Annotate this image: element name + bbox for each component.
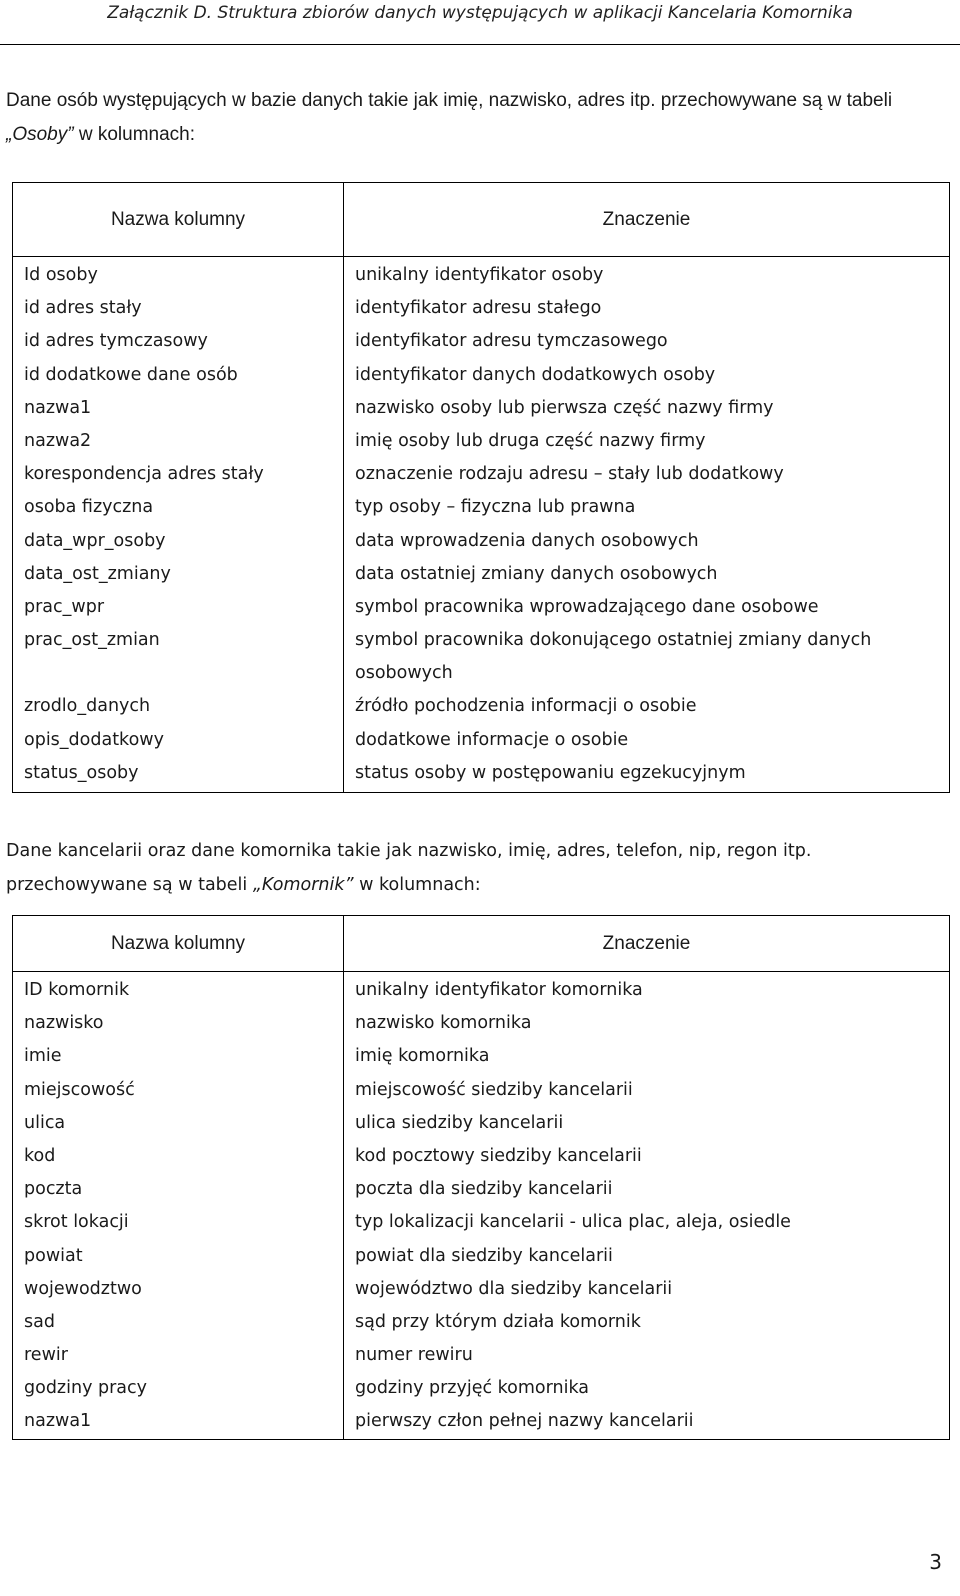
column-name: poczta <box>24 1179 83 1200</box>
intro2-before: Dane kancelarii oraz dane komornika takie jak nazwisko, imię, adres, telefon, nip, regon itp. przechowywane są w tabeli <box>6 841 812 895</box>
column-meaning: kod pocztowy siedziby kancelarii <box>355 1145 642 1166</box>
column-name: ID komornik <box>24 980 130 1000</box>
table-header-row <box>13 183 950 257</box>
column-name: korespondencja adres stały <box>24 464 264 485</box>
column-meaning: unikalny identyfikator komornika <box>355 980 643 1000</box>
column-name: data_ost_zmiany <box>24 563 171 584</box>
column-name: Id osoby <box>24 265 98 285</box>
column-meanings-cell <box>344 972 950 1440</box>
column-name: ulica <box>24 1112 66 1133</box>
column-meanings-cell <box>344 257 950 793</box>
column-meaning: status osoby w postępowaniu egzekucyjnym <box>355 762 746 783</box>
column-name: osoba fizyczna <box>24 497 154 518</box>
table-body-row <box>13 257 950 793</box>
column-name: prac_wpr <box>24 596 105 617</box>
osoby-columns-table <box>12 182 950 793</box>
column-meaning: nazwisko osoby lub pierwsza część nazwy firmy <box>355 397 774 418</box>
table-body-row <box>13 972 950 1440</box>
page-number: 3 <box>929 1550 942 1574</box>
column-name: data_wpr_osoby <box>24 530 166 551</box>
intro-paragraph-osoby <box>6 84 936 152</box>
intro1-table-name: „Osoby” <box>6 124 74 145</box>
column-name-header: Nazwa kolumny <box>13 183 344 257</box>
column-meaning: nazwisko komornika <box>355 1013 532 1034</box>
column-meaning-header: Znaczenie <box>344 916 950 972</box>
column-meaning: symbol pracownika wprowadzającego dane osobowe <box>355 596 819 617</box>
column-meaning: typ lokalizacji kancelarii - ulica plac, aleja, osiedle <box>355 1212 791 1233</box>
column-name: rewir <box>24 1345 68 1366</box>
column-meaning: ulica siedziby kancelarii <box>355 1112 564 1133</box>
intro2-table-name: „Komornik” <box>252 875 354 895</box>
column-name: kod <box>24 1145 56 1166</box>
column-meaning: unikalny identyfikator osoby <box>355 265 604 285</box>
column-name: id adres stały <box>24 298 142 319</box>
column-name: powiat <box>24 1245 83 1266</box>
column-meaning: miejscowość siedziby kancelarii <box>355 1079 633 1100</box>
intro1-before: Dane osób występujących w bazie danych takie jak imię, nazwisko, adres itp. przechowywane są w tabeli <box>6 90 893 111</box>
column-meaning: imię osoby lub druga część nazwy firmy <box>355 430 706 451</box>
header-title: Załącznik D. Struktura zbiorów danych występujących w aplikacji Kancelaria Komornika <box>107 3 853 23</box>
column-meaning: typ osoby – fizyczna lub prawna <box>355 497 636 518</box>
column-names-cell <box>13 257 344 793</box>
column-meaning: województwo dla siedziby kancelarii <box>355 1278 673 1299</box>
column-name: skrot lokacji <box>24 1212 129 1233</box>
column-meaning: identyfikator adresu tymczasowego <box>355 331 668 352</box>
column-meaning: powiat dla siedziby kancelarii <box>355 1245 613 1266</box>
column-meaning: oznaczenie rodzaju adresu – stały lub dodatkowy <box>355 464 784 485</box>
column-meaning: identyfikator danych dodatkowych osoby <box>355 364 716 385</box>
intro2-after: w kolumnach: <box>353 875 481 895</box>
column-name: id dodatkowe dane osób <box>24 364 238 385</box>
column-meaning: źródło pochodzenia informacji o osobie <box>355 696 697 717</box>
column-meaning: identyfikator adresu stałego <box>355 298 602 319</box>
column-name: nazwa2 <box>24 430 92 451</box>
column-name: status_osoby <box>24 762 139 783</box>
column-name: nazwa1 <box>24 397 92 418</box>
column-name: wojewodztwo <box>24 1278 142 1299</box>
column-meaning: data wprowadzenia danych osobowych <box>355 530 699 551</box>
column-name: imie <box>24 1046 62 1067</box>
column-name: zrodlo_danych <box>24 696 151 717</box>
intro-paragraph-komornik <box>6 834 936 902</box>
column-meaning: imię komornika <box>355 1046 490 1067</box>
column-meaning: sąd przy którym działa komornik <box>355 1311 641 1332</box>
column-name: nazwa1 <box>24 1411 92 1432</box>
column-names-cell <box>13 972 344 1440</box>
column-name: sad <box>24 1311 55 1332</box>
column-meaning: symbol pracownika dokonującego ostatniej zmiany danych osobowych <box>355 630 872 684</box>
page-header <box>0 0 960 45</box>
column-name: nazwisko <box>24 1013 104 1034</box>
intro1-after: w kolumnach: <box>73 124 196 145</box>
column-name: id adres tymczasowy <box>24 331 208 352</box>
table-header-row <box>13 916 950 972</box>
column-name: godziny pracy <box>24 1378 147 1399</box>
column-name-header: Nazwa kolumny <box>13 916 344 972</box>
column-meaning: data ostatniej zmiany danych osobowych <box>355 563 718 584</box>
column-meaning: numer rewiru <box>355 1345 473 1366</box>
column-name: prac_ost_zmian <box>24 630 160 651</box>
column-name: opis_dodatkowy <box>24 729 164 750</box>
column-meaning: poczta dla siedziby kancelarii <box>355 1179 613 1200</box>
column-meaning: dodatkowe informacje o osobie <box>355 729 629 750</box>
column-meaning: godziny przyjęć komornika <box>355 1378 590 1399</box>
column-name: miejscowość <box>24 1079 135 1100</box>
column-meaning-header: Znaczenie <box>344 183 950 257</box>
column-meaning: pierwszy człon pełnej nazwy kancelarii <box>355 1411 694 1432</box>
komornik-columns-table <box>12 915 950 1440</box>
